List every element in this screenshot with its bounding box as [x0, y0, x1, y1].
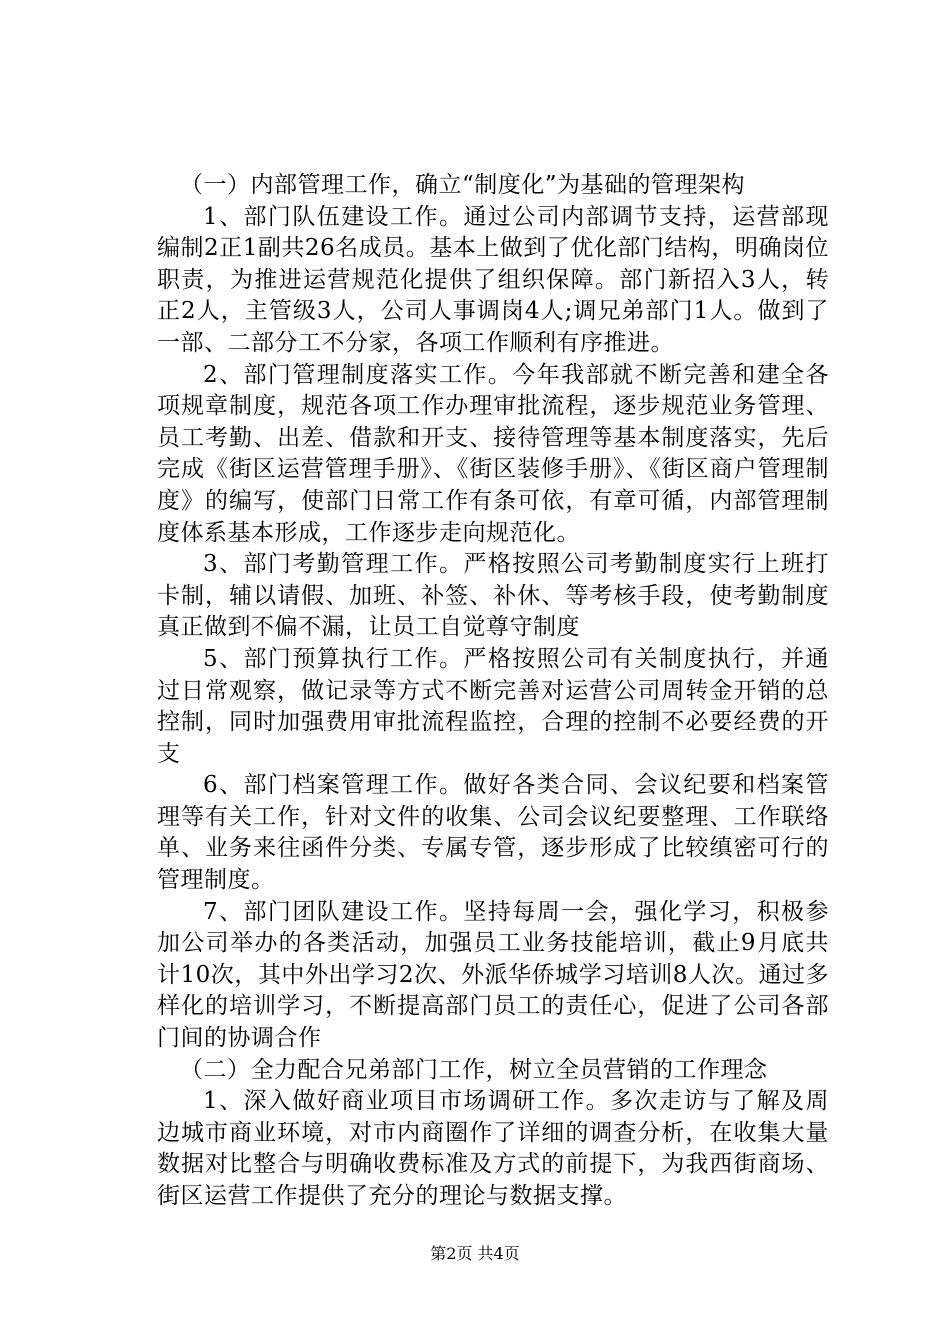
paragraph-archives: 6、部门档案管理工作。做好各类合同、会议纪要和档案管理等有关工作，针对文件的收集、公司会议纪要整理、工作联络单、业务来往函件分类、专属专管，逐步形成了比较缜密可行的管理制度。 [157, 772, 829, 894]
paragraph-market-research: 1、深入做好商业项目市场调研工作。多次走访与了解及周边城市商业环境，对市内商圈作了详细的调查分析，在收集大量数据对比整合与明确收费标准及方式的前提下，为我西街商场、街区运营工作提供了充分的理论与数据支撑。 [157, 1088, 829, 1209]
paragraph-management-system: 2、部门管理制度落实工作。今年我部就不断完善和建全各项规章制度，规范各项工作办理审批流程，逐步规范业务管理、员工考勤、出差、借款和开支、接待管理等基本制度落实，先后完成《街区运营管理手册》、《街区装修手册》、《街区商户管理制度》的编写，使部门日常工作有条可依，有章可循，内部管理制度体系基本形成，工作逐步走向规范化。 [157, 361, 829, 546]
paragraph-team-training: 7、部门团队建设工作。坚持每周一会，强化学习，积极参加公司举办的各类活动，加强员工业务技能培训，截止9月底共计10次，其中外出学习2次、外派华侨城学习培训8人次。通过多样化的培训学习，不断提高部门员工的责任心，促进了公司各部门间的协调合作 [157, 898, 829, 1052]
paragraph-team-building: 1、部门队伍建设工作。通过公司内部调节支持，运营部现编制2正1副共26名成员。基本上做到了优化部门结构，明确岗位职责，为推进运营规范化提供了组织保障。部门新招入3人，转正2人，主管级3人，公司人事调岗4人;调兄弟部门1人。做到了一部、二部分工不分家，各项工作顺利有序推进。 [157, 203, 829, 356]
section-heading-2: （二）全力配合兄弟部门工作，树立全员营销的工作理念 [180, 1056, 768, 1083]
document-body [157, 170, 829, 1213]
page-number-footer: 第2页 共4页 [430, 1244, 520, 1263]
paragraph-budget: 5、部门预算执行工作。严格按照公司有关制度执行，并通过日常观察，做记录等方式不断完善对运营公司周转金开销的总控制，同时加强费用审批流程监控，合理的控制不必要经费的开支 [157, 645, 829, 767]
paragraph-attendance: 3、部门考勤管理工作。严格按照公司考勤制度实行上班打卡制，辅以请假、加班、补签、补休、等考核手段，使考勤制度真正做到不偏不漏，让员工自觉尊守制度 [157, 551, 829, 641]
section-heading-1: （一）内部管理工作，确立“制度化”为基础的管理架构 [180, 172, 746, 198]
